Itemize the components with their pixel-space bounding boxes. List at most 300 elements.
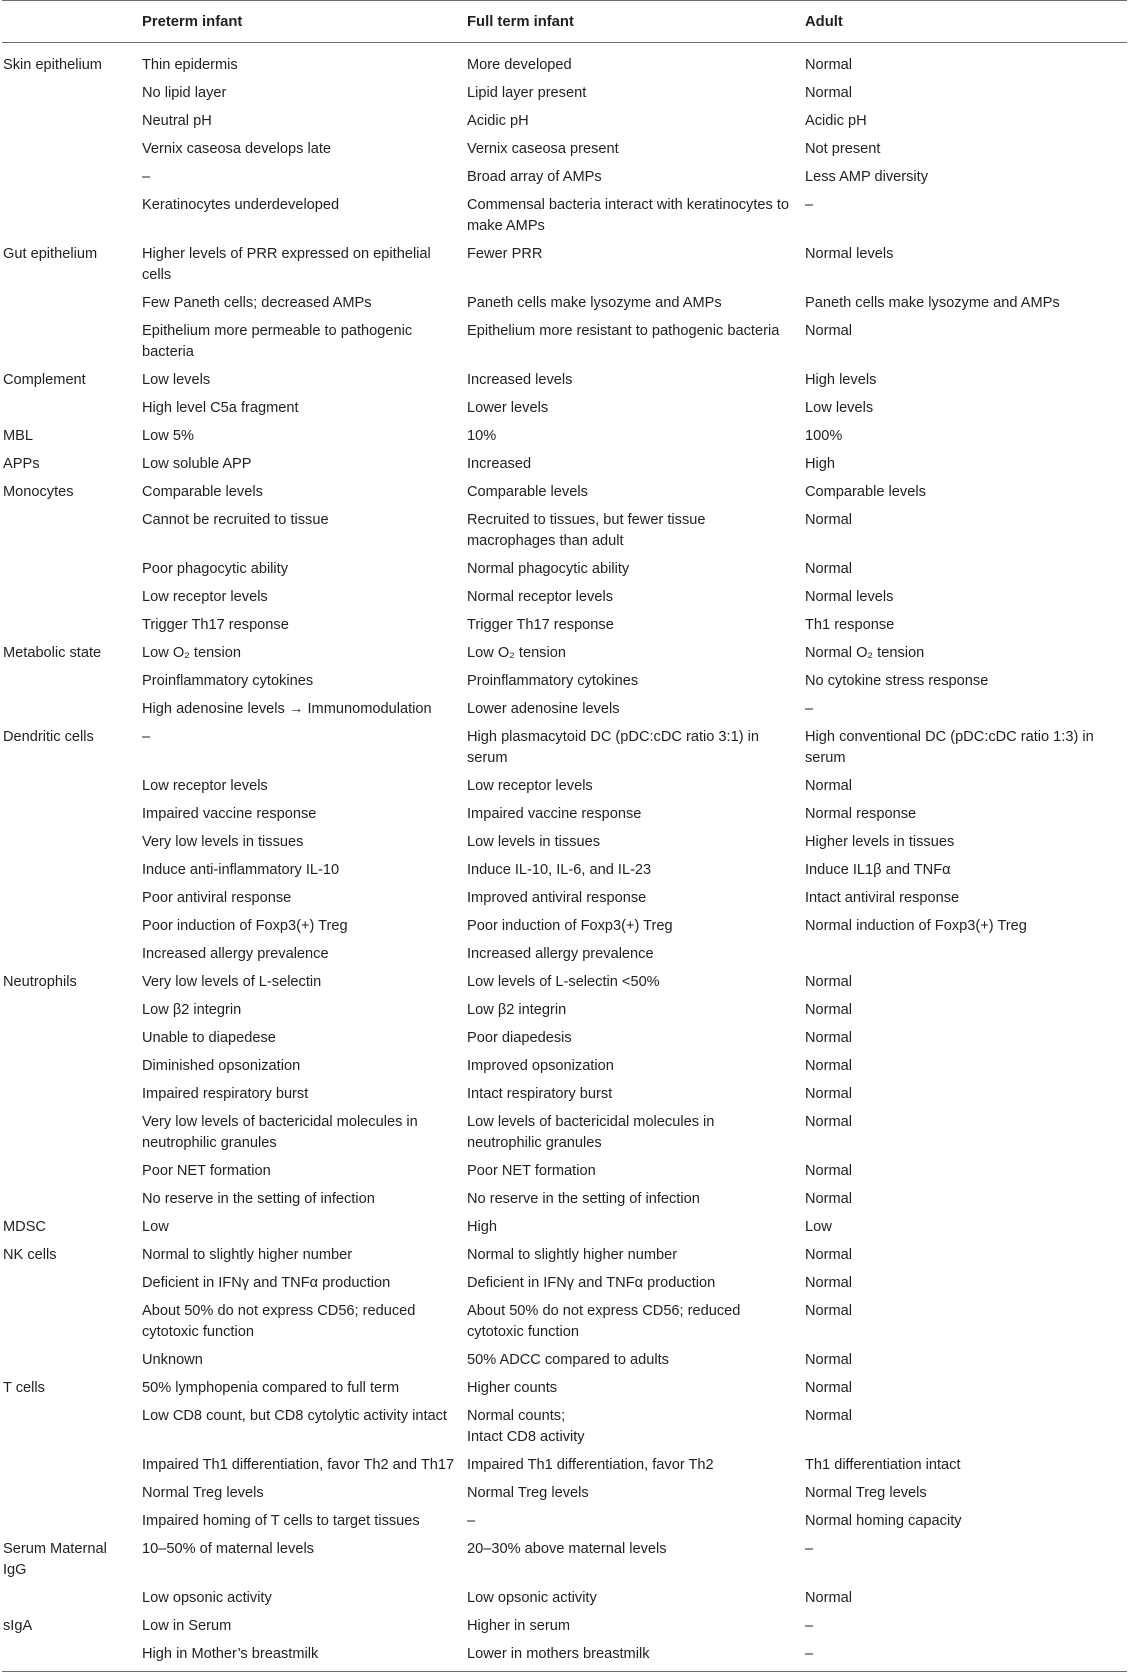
table-row xyxy=(2,969,1127,997)
adult-cell xyxy=(805,1585,1127,1613)
preterm-cell xyxy=(142,1025,467,1053)
preterm-cell xyxy=(142,1158,467,1186)
category-cell xyxy=(2,1053,142,1081)
preterm-cell-text: Low O₂ tension xyxy=(142,645,241,661)
preterm-cell-text: Higher levels of PRR expressed on epithelial cells xyxy=(142,246,431,283)
preterm-cell xyxy=(142,479,467,507)
full-term-cell xyxy=(467,969,805,997)
preterm-cell xyxy=(142,885,467,913)
adult-cell xyxy=(805,668,1127,696)
category-cell xyxy=(2,941,142,969)
full-term-cell-text: Higher counts xyxy=(467,1380,558,1396)
full-term-cell xyxy=(467,80,805,108)
preterm-cell-text: – xyxy=(142,169,151,185)
full-term-cell-text: Higher in serum xyxy=(467,1618,571,1634)
preterm-cell xyxy=(142,367,467,395)
full-term-cell-text: Normal phagocytic ability xyxy=(467,561,630,577)
preterm-cell xyxy=(142,1508,467,1536)
adult-cell xyxy=(805,885,1127,913)
table-row xyxy=(2,801,1127,829)
preterm-cell-text: Very low levels of L-selectin xyxy=(142,974,322,990)
category-cell xyxy=(2,1298,142,1347)
full-term-cell xyxy=(467,1613,805,1641)
full-term-cell-text: 20–30% above maternal levels xyxy=(467,1541,667,1557)
adult-cell xyxy=(805,1270,1127,1298)
preterm-cell xyxy=(142,1298,467,1347)
preterm-cell xyxy=(142,556,467,584)
category-cell xyxy=(2,913,142,941)
full-term-cell xyxy=(467,192,805,241)
category-cell xyxy=(2,80,142,108)
preterm-cell-text: Thin epidermis xyxy=(142,57,238,73)
category-label: Dendritic cells xyxy=(3,729,94,745)
full-term-cell-text: Comparable levels xyxy=(467,484,588,500)
category-cell xyxy=(2,1025,142,1053)
category-cell xyxy=(2,997,142,1025)
full-term-cell-text: Low opsonic activity xyxy=(467,1590,597,1606)
category-cell xyxy=(2,724,142,773)
preterm-cell xyxy=(142,857,467,885)
table-row xyxy=(2,1158,1127,1186)
full-term-cell-text: Induce IL-10, IL-6, and IL-23 xyxy=(467,862,652,878)
full-term-cell xyxy=(467,451,805,479)
table-row xyxy=(2,1347,1127,1375)
adult-cell xyxy=(805,969,1127,997)
table-row xyxy=(2,108,1127,136)
category-label: Serum Maternal IgG xyxy=(3,1541,107,1578)
preterm-cell-text: About 50% do not express CD56; reduced cytotoxic function xyxy=(142,1303,416,1340)
table-row xyxy=(2,584,1127,612)
preterm-cell-text: Very low levels of bactericidal molecules in neutrophilic granules xyxy=(142,1114,418,1151)
category-cell xyxy=(2,696,142,724)
category-cell xyxy=(2,885,142,913)
full-term-cell xyxy=(467,668,805,696)
category-cell xyxy=(2,1214,142,1242)
header-preterm-infant: Preterm infant xyxy=(142,1,467,43)
adult-cell-text: 100% xyxy=(805,428,843,444)
table-row xyxy=(2,829,1127,857)
full-term-cell xyxy=(467,367,805,395)
preterm-cell-text: Very low levels in tissues xyxy=(142,834,304,850)
preterm-cell-text: Low 5% xyxy=(142,428,194,444)
preterm-cell-text: No reserve in the setting of infection xyxy=(142,1191,375,1207)
category-label: Skin epithelium xyxy=(3,57,102,73)
full-term-cell-text: Increased levels xyxy=(467,372,573,388)
preterm-cell xyxy=(142,668,467,696)
category-label: APPs xyxy=(3,456,40,472)
category-cell xyxy=(2,1242,142,1270)
category-cell xyxy=(2,164,142,192)
adult-cell xyxy=(805,997,1127,1025)
category-cell xyxy=(2,1536,142,1585)
preterm-cell xyxy=(142,451,467,479)
preterm-cell xyxy=(142,801,467,829)
table-row xyxy=(2,241,1127,290)
preterm-cell-text: Cannot be recruited to tissue xyxy=(142,512,329,528)
full-term-cell-text: Poor induction of Foxp3(+) Treg xyxy=(467,918,673,934)
preterm-cell xyxy=(142,612,467,640)
full-term-cell-text: Normal counts; Intact CD8 activity xyxy=(467,1408,585,1445)
full-term-cell-text: Deficient in IFNγ and TNFα production xyxy=(467,1275,716,1291)
full-term-cell xyxy=(467,318,805,367)
full-term-cell xyxy=(467,1480,805,1508)
adult-cell xyxy=(805,801,1127,829)
full-term-cell-text: No reserve in the setting of infection xyxy=(467,1191,700,1207)
adult-cell-text: Normal levels xyxy=(805,246,894,262)
adult-cell-text: Low xyxy=(805,1219,832,1235)
adult-cell-text: Intact antiviral response xyxy=(805,890,960,906)
adult-cell xyxy=(805,584,1127,612)
adult-cell xyxy=(805,43,1127,80)
preterm-cell xyxy=(142,164,467,192)
adult-cell-text: – xyxy=(805,1646,814,1662)
adult-cell-text: Normal O₂ tension xyxy=(805,645,925,661)
category-cell xyxy=(2,1480,142,1508)
table-row xyxy=(2,1025,1127,1053)
preterm-cell-text: Increased allergy prevalence xyxy=(142,946,329,962)
adult-cell xyxy=(805,696,1127,724)
adult-cell-text: Th1 response xyxy=(805,617,895,633)
adult-cell xyxy=(805,1508,1127,1536)
full-term-cell-text: Lower adenosine levels xyxy=(467,701,620,717)
adult-cell-text: – xyxy=(805,701,814,717)
adult-cell-text: Normal induction of Foxp3(+) Treg xyxy=(805,918,1027,934)
full-term-cell xyxy=(467,108,805,136)
preterm-cell-text: High in Mother’s breastmilk xyxy=(142,1646,319,1662)
full-term-cell-text: Trigger Th17 response xyxy=(467,617,614,633)
preterm-cell xyxy=(142,290,467,318)
adult-cell xyxy=(805,1081,1127,1109)
preterm-cell xyxy=(142,1242,467,1270)
category-label: Complement xyxy=(3,372,86,388)
preterm-cell xyxy=(142,1109,467,1158)
adult-cell xyxy=(805,829,1127,857)
preterm-cell xyxy=(142,241,467,290)
table-row xyxy=(2,1613,1127,1641)
adult-cell-text: Induce IL1β and TNFα xyxy=(805,862,951,878)
full-term-cell xyxy=(467,1403,805,1452)
preterm-cell-text: Normal to slightly higher number xyxy=(142,1247,353,1263)
adult-cell xyxy=(805,451,1127,479)
table-row xyxy=(2,479,1127,507)
adult-cell xyxy=(805,164,1127,192)
category-label: MDSC xyxy=(3,1219,46,1235)
adult-cell xyxy=(805,1109,1127,1158)
adult-cell-text: Normal xyxy=(805,1275,853,1291)
full-term-cell xyxy=(467,885,805,913)
immune-comparison-table xyxy=(2,0,1127,1672)
adult-cell-text: Less AMP diversity xyxy=(805,169,929,185)
full-term-cell-text: Poor diapedesis xyxy=(467,1030,572,1046)
full-term-cell-text: About 50% do not express CD56; reduced cytotoxic function xyxy=(467,1303,741,1340)
preterm-cell xyxy=(142,1613,467,1641)
full-term-cell xyxy=(467,997,805,1025)
full-term-cell xyxy=(467,1109,805,1158)
adult-cell-text: Normal xyxy=(805,57,853,73)
preterm-cell-text: 50% lymphopenia compared to full term xyxy=(142,1380,400,1396)
table-row xyxy=(2,1109,1127,1158)
full-term-cell xyxy=(467,1214,805,1242)
full-term-cell xyxy=(467,1158,805,1186)
category-cell xyxy=(2,1508,142,1536)
table-row xyxy=(2,1452,1127,1480)
category-cell xyxy=(2,192,142,241)
full-term-cell xyxy=(467,584,805,612)
table-row xyxy=(2,724,1127,773)
category-cell xyxy=(2,1347,142,1375)
category-cell xyxy=(2,1081,142,1109)
preterm-cell-text: Poor NET formation xyxy=(142,1163,271,1179)
adult-cell xyxy=(805,724,1127,773)
preterm-cell xyxy=(142,941,467,969)
category-label: NK cells xyxy=(3,1247,57,1263)
category-cell xyxy=(2,1186,142,1214)
adult-cell xyxy=(805,1347,1127,1375)
table-row xyxy=(2,696,1127,724)
adult-cell xyxy=(805,192,1127,241)
full-term-cell-text: Epithelium more resistant to pathogenic bacteria xyxy=(467,323,780,339)
full-term-cell xyxy=(467,395,805,423)
table-row xyxy=(2,290,1127,318)
adult-cell xyxy=(805,640,1127,668)
table-row xyxy=(2,1270,1127,1298)
preterm-cell-text: Proinflammatory cytokines xyxy=(142,673,314,689)
full-term-cell-text: Low levels of L-selectin <50% xyxy=(467,974,660,990)
category-label: Neutrophils xyxy=(3,974,77,990)
adult-cell xyxy=(805,1186,1127,1214)
category-cell xyxy=(2,241,142,290)
preterm-cell-text: Normal Treg levels xyxy=(142,1485,264,1501)
full-term-cell xyxy=(467,640,805,668)
preterm-cell xyxy=(142,1480,467,1508)
adult-cell xyxy=(805,367,1127,395)
adult-cell-text: Normal xyxy=(805,1247,853,1263)
adult-cell-text: Normal xyxy=(805,974,853,990)
full-term-cell-text: Normal Treg levels xyxy=(467,1485,589,1501)
full-term-cell xyxy=(467,1375,805,1403)
full-term-cell xyxy=(467,696,805,724)
full-term-cell-text: Intact respiratory burst xyxy=(467,1086,613,1102)
adult-cell-text: Normal xyxy=(805,1086,853,1102)
preterm-cell xyxy=(142,1403,467,1452)
category-cell xyxy=(2,1109,142,1158)
full-term-cell-text: Improved opsonization xyxy=(467,1058,614,1074)
full-term-cell xyxy=(467,1270,805,1298)
preterm-cell-text: Impaired vaccine response xyxy=(142,806,317,822)
adult-cell xyxy=(805,1480,1127,1508)
full-term-cell-text: Low β2 integrin xyxy=(467,1002,567,1018)
adult-cell xyxy=(805,1025,1127,1053)
category-cell xyxy=(2,640,142,668)
category-cell xyxy=(2,1452,142,1480)
preterm-cell-text: Low in Serum xyxy=(142,1618,232,1634)
full-term-cell xyxy=(467,1242,805,1270)
preterm-cell-text: Low receptor levels xyxy=(142,589,268,605)
table-row xyxy=(2,556,1127,584)
category-cell xyxy=(2,43,142,80)
table-row xyxy=(2,1508,1127,1536)
preterm-cell-text: Low β2 integrin xyxy=(142,1002,242,1018)
adult-cell xyxy=(805,241,1127,290)
full-term-cell xyxy=(467,136,805,164)
adult-cell xyxy=(805,941,1127,969)
adult-cell xyxy=(805,395,1127,423)
full-term-cell xyxy=(467,1585,805,1613)
category-label: Gut epithelium xyxy=(3,246,98,262)
table-row xyxy=(2,423,1127,451)
category-cell xyxy=(2,612,142,640)
full-term-cell-text: Increased xyxy=(467,456,532,472)
preterm-cell xyxy=(142,395,467,423)
preterm-cell-text: Diminished opsonization xyxy=(142,1058,301,1074)
adult-cell-text: Normal xyxy=(805,1352,853,1368)
adult-cell xyxy=(805,423,1127,451)
category-cell xyxy=(2,801,142,829)
full-term-cell-text: 10% xyxy=(467,428,497,444)
table-row xyxy=(2,773,1127,801)
table-row xyxy=(2,1375,1127,1403)
preterm-cell-text: Neutral pH xyxy=(142,113,212,129)
full-term-cell-text: Fewer PRR xyxy=(467,246,543,262)
adult-cell-text: Normal xyxy=(805,1030,853,1046)
adult-cell-text: High levels xyxy=(805,372,877,388)
preterm-cell-text: Poor induction of Foxp3(+) Treg xyxy=(142,918,348,934)
full-term-cell xyxy=(467,1347,805,1375)
preterm-cell-text: High adenosine levels → Immunomodulation xyxy=(142,701,432,717)
adult-cell-text: Normal xyxy=(805,778,853,794)
preterm-cell-text: Poor phagocytic ability xyxy=(142,561,289,577)
full-term-cell xyxy=(467,1053,805,1081)
preterm-cell xyxy=(142,192,467,241)
full-term-cell xyxy=(467,1025,805,1053)
preterm-cell-text: Trigger Th17 response xyxy=(142,617,289,633)
full-term-cell xyxy=(467,724,805,773)
preterm-cell xyxy=(142,640,467,668)
adult-cell xyxy=(805,479,1127,507)
preterm-cell-text: – xyxy=(142,729,151,745)
preterm-cell xyxy=(142,724,467,773)
table-header xyxy=(2,1,1127,43)
full-term-cell xyxy=(467,1452,805,1480)
table-row xyxy=(2,1480,1127,1508)
full-term-cell-text: Impaired vaccine response xyxy=(467,806,642,822)
adult-cell xyxy=(805,80,1127,108)
preterm-cell xyxy=(142,43,467,80)
preterm-cell xyxy=(142,829,467,857)
adult-cell-text: Low levels xyxy=(805,400,874,416)
full-term-cell-text: Increased allergy prevalence xyxy=(467,946,654,962)
table-row xyxy=(2,318,1127,367)
adult-cell-text: Normal levels xyxy=(805,589,894,605)
full-term-cell xyxy=(467,1298,805,1347)
full-term-cell-text: Recruited to tissues, but fewer tissue macrophages than adult xyxy=(467,512,706,549)
preterm-cell xyxy=(142,696,467,724)
preterm-cell xyxy=(142,969,467,997)
table-row xyxy=(2,395,1127,423)
full-term-cell-text: Low receptor levels xyxy=(467,778,593,794)
adult-cell xyxy=(805,1298,1127,1347)
category-label: MBL xyxy=(3,428,34,444)
full-term-cell-text: Improved antiviral response xyxy=(467,890,647,906)
table-row xyxy=(2,1081,1127,1109)
preterm-cell-text: Comparable levels xyxy=(142,484,263,500)
preterm-cell-text: Keratinocytes underdeveloped xyxy=(142,197,340,213)
full-term-cell-text: High plasmacytoid DC (pDC:cDC ratio 3:1) in serum xyxy=(467,729,759,766)
preterm-cell-text: 10–50% of maternal levels xyxy=(142,1541,314,1557)
full-term-cell-text: Commensal bacteria interact with keratinocytes to make AMPs xyxy=(467,197,790,234)
full-term-cell xyxy=(467,1186,805,1214)
category-cell xyxy=(2,1375,142,1403)
preterm-cell xyxy=(142,1053,467,1081)
adult-cell xyxy=(805,1641,1127,1672)
adult-cell-text: Normal homing capacity xyxy=(805,1513,962,1529)
adult-cell xyxy=(805,1452,1127,1480)
preterm-cell-text: Induce anti-inflammatory IL-10 xyxy=(142,862,340,878)
preterm-cell xyxy=(142,1375,467,1403)
preterm-cell-text: Low receptor levels xyxy=(142,778,268,794)
full-term-cell xyxy=(467,1536,805,1585)
category-cell xyxy=(2,584,142,612)
adult-cell-text: – xyxy=(805,1541,814,1557)
category-label: sIgA xyxy=(3,1618,33,1634)
category-cell xyxy=(2,969,142,997)
full-term-cell-text: Paneth cells make lysozyme and AMPs xyxy=(467,295,722,311)
preterm-cell-text: Vernix caseosa develops late xyxy=(142,141,332,157)
preterm-cell xyxy=(142,1536,467,1585)
adult-cell-text: Normal xyxy=(805,1002,853,1018)
preterm-cell-text: Impaired homing of T cells to target tissues xyxy=(142,1513,420,1529)
preterm-cell xyxy=(142,136,467,164)
full-term-cell xyxy=(467,556,805,584)
table-row xyxy=(2,1186,1127,1214)
adult-cell-text: Normal response xyxy=(805,806,917,822)
adult-cell xyxy=(805,108,1127,136)
table-row xyxy=(2,164,1127,192)
category-cell xyxy=(2,1585,142,1613)
preterm-cell-text: Impaired respiratory burst xyxy=(142,1086,309,1102)
table-row xyxy=(2,1403,1127,1452)
adult-cell xyxy=(805,1613,1127,1641)
full-term-cell-text: Normal to slightly higher number xyxy=(467,1247,678,1263)
preterm-cell xyxy=(142,1452,467,1480)
table-row xyxy=(2,857,1127,885)
adult-cell-text: High conventional DC (pDC:cDC ratio 1:3) in serum xyxy=(805,729,1094,766)
category-cell xyxy=(2,1158,142,1186)
table-row xyxy=(2,1536,1127,1585)
header-full-term-infant: Full term infant xyxy=(467,1,805,43)
adult-cell xyxy=(805,773,1127,801)
category-label: Metabolic state xyxy=(3,645,102,661)
full-term-cell xyxy=(467,479,805,507)
full-term-cell xyxy=(467,801,805,829)
header-row xyxy=(2,1,1127,43)
full-term-cell-text: Lipid layer present xyxy=(467,85,587,101)
adult-cell-text: Normal xyxy=(805,85,853,101)
category-label: Monocytes xyxy=(3,484,74,500)
table-row xyxy=(2,1053,1127,1081)
adult-cell xyxy=(805,136,1127,164)
header-category xyxy=(2,1,142,43)
adult-cell xyxy=(805,612,1127,640)
preterm-cell xyxy=(142,507,467,556)
table-row xyxy=(2,612,1127,640)
category-cell xyxy=(2,556,142,584)
adult-cell-text: Paneth cells make lysozyme and AMPs xyxy=(805,295,1060,311)
full-term-cell-text: 50% ADCC compared to adults xyxy=(467,1352,669,1368)
full-term-cell xyxy=(467,164,805,192)
full-term-cell xyxy=(467,507,805,556)
full-term-cell xyxy=(467,773,805,801)
